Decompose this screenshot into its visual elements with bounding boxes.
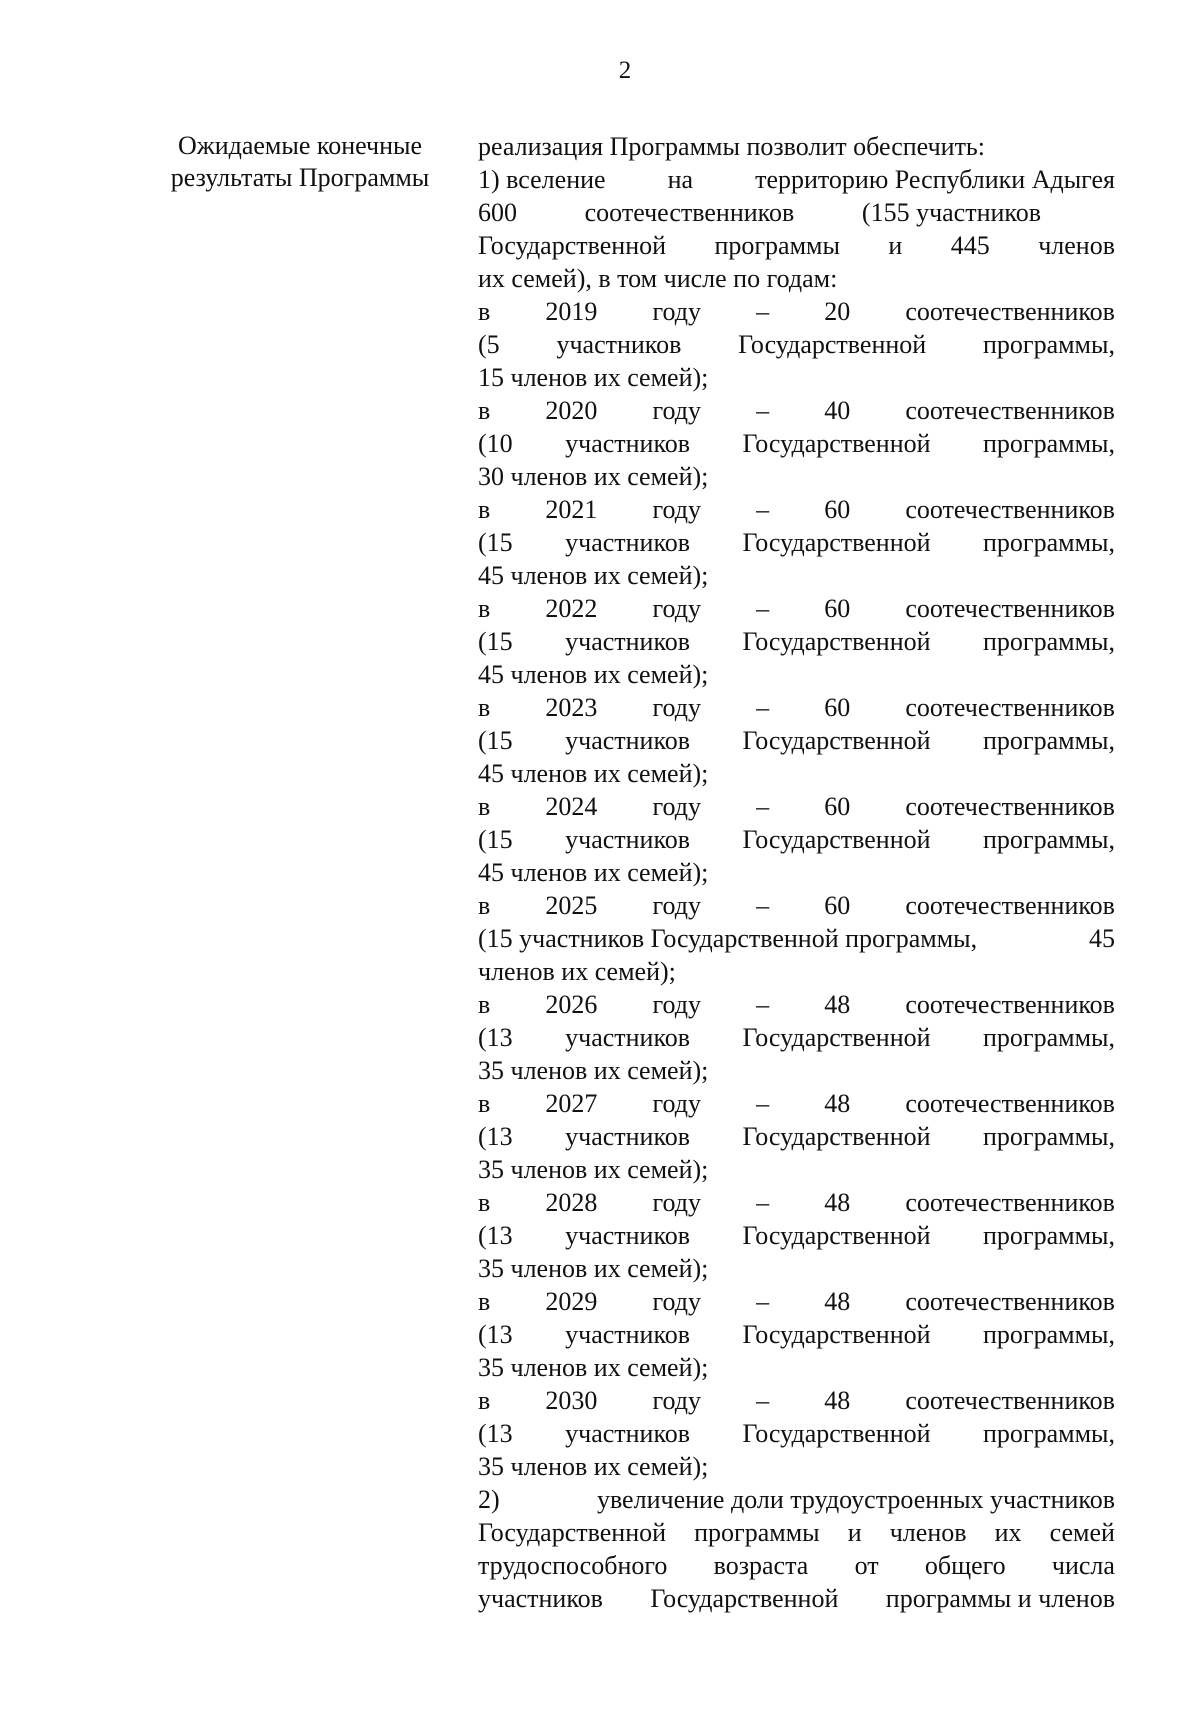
year-entry-noun: соотечественников — [905, 891, 1115, 920]
year-entry-dash: – — [756, 1089, 770, 1118]
year-entry-line — [478, 328, 1115, 361]
year-entry-prep: в — [478, 594, 491, 623]
year-entry-line — [478, 1384, 1115, 1417]
word: членов — [889, 1518, 967, 1547]
item1-line — [478, 163, 1115, 196]
year-entry-year: 2021 — [545, 495, 598, 524]
year-entry-line — [478, 1087, 1115, 1120]
item2-line — [478, 1516, 1115, 1549]
year-entry-count: 60 — [824, 495, 851, 524]
year-entry-line: 45 членов их семей); — [478, 858, 709, 887]
word: членов — [1038, 231, 1115, 260]
year-entry-year: 2029 — [545, 1287, 598, 1316]
year-entry-line: членов их семей); — [478, 957, 676, 986]
word: Государственной — [742, 1419, 931, 1448]
year-entry-line — [478, 790, 1115, 823]
year-entry-prep: в — [478, 1386, 491, 1415]
year-entry-line — [478, 1417, 1115, 1450]
year-entry-year: 2024 — [545, 792, 598, 821]
word: программы, — [983, 726, 1115, 755]
year-entry-dash: – — [756, 891, 770, 920]
year-entry-year: 2025 — [545, 891, 598, 920]
word: от — [854, 1551, 879, 1580]
word: общего — [924, 1551, 1006, 1580]
word: Государственной — [650, 1584, 839, 1613]
year-entry-line: 15 членов их семей); — [478, 363, 709, 392]
page-number: 2 — [618, 57, 632, 84]
year-entry-word: году — [652, 990, 701, 1019]
year-entry-line — [478, 922, 1115, 955]
intro-line: реализация Программы позволит обеспечить: — [478, 132, 986, 161]
year-entry-count: 40 — [824, 396, 851, 425]
year-entry-dash: – — [756, 495, 770, 524]
word: 2) — [478, 1485, 500, 1514]
year-entry-year: 2020 — [545, 396, 598, 425]
year-entry-prep: в — [478, 396, 491, 425]
item2-line — [478, 1582, 1115, 1615]
year-entry-line: 35 членов их семей); — [478, 1353, 709, 1382]
word: возраста — [713, 1551, 809, 1580]
word: участников — [565, 528, 691, 557]
word: 445 — [950, 231, 990, 260]
word: (10 — [478, 429, 513, 458]
year-entry-count: 60 — [824, 792, 851, 821]
year-entry-dash: – — [756, 297, 770, 326]
year-entry-line — [478, 1285, 1115, 1318]
year-entry-year: 2030 — [545, 1386, 598, 1415]
year-entry-line: 35 членов их семей); — [478, 1155, 709, 1184]
item2-line — [478, 1549, 1115, 1582]
word: (13 — [478, 1221, 513, 1250]
year-entry-word: году — [652, 396, 701, 425]
section-label-line: Ожидаемые конечные — [177, 131, 423, 160]
year-entry-count: 48 — [824, 990, 851, 1019]
year-entry-count: 48 — [824, 1188, 851, 1217]
year-entry-line — [478, 493, 1115, 526]
word: участников — [478, 1584, 603, 1613]
year-entry-count: 60 — [824, 693, 851, 722]
item1-line — [478, 196, 1115, 229]
word: их — [994, 1518, 1022, 1547]
year-entry-count: 48 — [824, 1287, 851, 1316]
year-entry-line: 30 членов их семей); — [478, 462, 709, 491]
word: участников — [565, 726, 691, 755]
year-entry-prep: в — [478, 297, 491, 326]
word: Государственной — [478, 231, 667, 260]
item1-line — [478, 229, 1115, 262]
year-entry-noun: соотечественников — [905, 297, 1115, 326]
year-entry-noun: соотечественников — [905, 1089, 1115, 1118]
word: программы, — [983, 528, 1115, 557]
word: программы, — [983, 1221, 1115, 1250]
word: Государственной — [742, 528, 931, 557]
year-entry-count: 48 — [824, 1386, 851, 1415]
word: и — [847, 1518, 862, 1547]
year-entry-year: 2019 — [545, 297, 598, 326]
year-entry-line: 45 членов их семей); — [478, 660, 709, 689]
word: Государственной — [742, 1221, 931, 1250]
word: трудоспособного — [478, 1551, 668, 1580]
year-entry-line — [478, 691, 1115, 724]
word: программы, — [982, 330, 1115, 359]
year-entry-word: году — [652, 1386, 701, 1415]
word: 1) вселение — [478, 165, 606, 194]
year-entry-line — [478, 1318, 1115, 1351]
year-entry-dash: – — [756, 594, 770, 623]
item2-line — [478, 1483, 1115, 1516]
word: (13 — [478, 1122, 513, 1151]
year-entry-noun: соотечественников — [905, 990, 1115, 1019]
year-entry-prep: в — [478, 693, 491, 722]
year-entry-dash: – — [756, 1386, 770, 1415]
word: (15 — [478, 627, 513, 656]
year-entry-word: году — [652, 891, 701, 920]
word: (15 участников Государственной программы, — [478, 924, 978, 953]
year-entry-noun: соотечественников — [905, 792, 1115, 821]
year-entry-line — [478, 526, 1115, 559]
word: на — [667, 165, 694, 194]
year-entry-dash: – — [756, 990, 770, 1019]
section-label-line: результаты Программы — [170, 163, 430, 192]
word: (13 — [478, 1320, 513, 1349]
word: участников — [565, 429, 691, 458]
word: Государственной — [742, 627, 931, 656]
word: (15 — [478, 726, 513, 755]
word: 600 — [478, 198, 517, 227]
word: Государственной — [742, 429, 931, 458]
year-entry-word: году — [652, 1287, 701, 1316]
word: Государственной — [478, 1518, 667, 1547]
word: программы и членов — [885, 1584, 1115, 1613]
year-entry-dash: – — [756, 693, 770, 722]
year-entry-prep: в — [478, 1188, 491, 1217]
word: соотечественников — [584, 198, 795, 227]
year-entry-noun: соотечественников — [905, 495, 1115, 524]
word: программы, — [983, 429, 1115, 458]
word: числа — [1051, 1551, 1115, 1580]
word: программы, — [983, 1419, 1115, 1448]
word: и — [888, 231, 903, 260]
year-entry-year: 2022 — [545, 594, 598, 623]
year-entry-year: 2026 — [545, 990, 598, 1019]
word: семей — [1049, 1518, 1115, 1547]
year-entry-line: 45 членов их семей); — [478, 561, 709, 590]
year-entry-prep: в — [478, 495, 491, 524]
year-entry-dash: – — [756, 792, 770, 821]
year-entry-prep: в — [478, 792, 491, 821]
word: (15 — [478, 528, 513, 557]
word: территорию Республики Адыгея — [755, 165, 1115, 194]
year-entry-line — [478, 1219, 1115, 1252]
word: (5 — [478, 330, 500, 359]
year-entry-line — [478, 823, 1115, 856]
year-entry-line — [478, 592, 1115, 625]
year-entry-line: 45 членов их семей); — [478, 759, 709, 788]
year-entry-prep: в — [478, 990, 491, 1019]
word: Государственной — [738, 330, 927, 359]
word: Государственной — [742, 1320, 931, 1349]
word: участников — [565, 1122, 691, 1151]
item1-line: их семей), в том числе по годам: — [478, 264, 838, 293]
year-entry-line — [478, 625, 1115, 658]
year-entry-prep: в — [478, 891, 491, 920]
year-entry-line — [478, 724, 1115, 757]
year-entry-year: 2027 — [545, 1089, 598, 1118]
year-entry-line — [478, 889, 1115, 922]
word: программы — [714, 231, 840, 260]
year-entry-count: 48 — [824, 1089, 851, 1118]
year-entry-count: 60 — [824, 594, 851, 623]
word: (13 — [478, 1419, 513, 1448]
year-entry-word: году — [652, 495, 701, 524]
word: (15 — [478, 825, 513, 854]
word: программы — [694, 1518, 820, 1547]
year-entry-word: году — [652, 594, 701, 623]
year-entry-prep: в — [478, 1287, 491, 1316]
year-entry-word: году — [652, 1089, 701, 1118]
section-content — [478, 130, 1115, 1615]
word: программы, — [983, 1320, 1115, 1349]
word: Государственной — [742, 825, 931, 854]
year-entry-count: 60 — [824, 891, 851, 920]
year-entry-line — [478, 1120, 1115, 1153]
year-entry-noun: соотечественников — [905, 1188, 1115, 1217]
word: Государственной — [742, 1122, 931, 1151]
year-entry-line: 35 членов их семей); — [478, 1056, 709, 1085]
word: участников — [565, 1419, 691, 1448]
word: программы, — [983, 825, 1115, 854]
year-entry-count: 20 — [824, 297, 851, 326]
year-entry-prep: в — [478, 1089, 491, 1118]
year-entry-word: году — [652, 1188, 701, 1217]
year-entry-word: году — [652, 792, 701, 821]
year-entry-line — [478, 427, 1115, 460]
word: (155 участников — [861, 198, 1041, 227]
word: участников — [565, 627, 691, 656]
word: Государственной — [742, 1023, 931, 1052]
word: программы, — [983, 627, 1115, 656]
word: программы, — [983, 1023, 1115, 1052]
year-entry-line — [478, 1021, 1115, 1054]
section-label — [140, 130, 460, 194]
word: 45 — [1089, 924, 1115, 953]
year-entry-line — [478, 394, 1115, 427]
year-entry-line — [478, 295, 1115, 328]
year-entry-dash: – — [756, 396, 770, 425]
word: участников — [565, 1320, 691, 1349]
word: участников — [565, 1023, 691, 1052]
year-entry-year: 2023 — [545, 693, 598, 722]
year-entry-dash: – — [756, 1188, 770, 1217]
year-entry-noun: соотечественников — [905, 1287, 1115, 1316]
year-entry-word: году — [652, 297, 701, 326]
word: участников — [556, 330, 682, 359]
year-entry-line — [478, 1186, 1115, 1219]
word: (13 — [478, 1023, 513, 1052]
year-entry-line: 35 членов их семей); — [478, 1452, 709, 1481]
year-entry-word: году — [652, 693, 701, 722]
year-entry-line: 35 членов их семей); — [478, 1254, 709, 1283]
year-entry-noun: соотечественников — [905, 396, 1115, 425]
year-entry-year: 2028 — [545, 1188, 598, 1217]
year-entry-noun: соотечественников — [905, 594, 1115, 623]
years-list — [478, 295, 1115, 1483]
year-entry-dash: – — [756, 1287, 770, 1316]
year-entry-noun: соотечественников — [905, 1386, 1115, 1415]
word: участников — [565, 1221, 691, 1250]
year-entry-noun: соотечественников — [905, 693, 1115, 722]
word: участников — [565, 825, 691, 854]
word: Государственной — [742, 726, 931, 755]
word: программы, — [983, 1122, 1115, 1151]
year-entry-line — [478, 988, 1115, 1021]
word: увеличение доли трудоустроенных участников — [596, 1485, 1115, 1514]
